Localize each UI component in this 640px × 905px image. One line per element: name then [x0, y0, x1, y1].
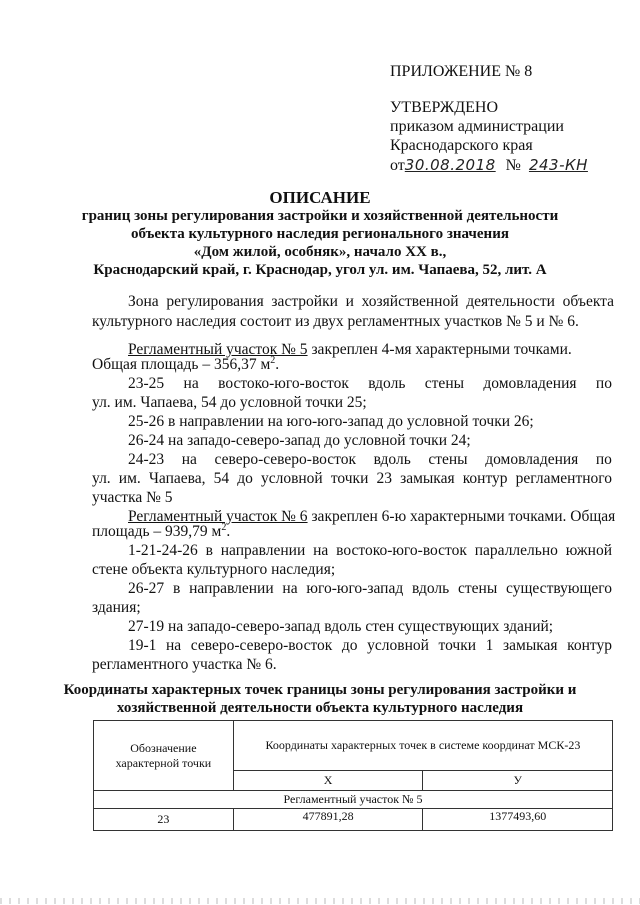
section6-point-4: 19-1 на северо-северо-восток до условной точки 1 замыкая контур: [128, 637, 612, 654]
word: востоко-юго-восток: [218, 375, 349, 392]
order-number: 243-КН: [528, 156, 588, 174]
section5-area: [92, 355, 279, 375]
section6-point-2-cont: здания;: [92, 599, 141, 616]
word: стены: [428, 451, 468, 468]
cell-y: 1377493,60: [423, 809, 613, 831]
section5-area-sup: 2: [270, 354, 276, 366]
word: на: [183, 375, 199, 392]
section6-title: Регламентный участок № 6: [128, 508, 308, 525]
title-line-2: границ зоны регулирования застройки и хозяйственной деятельности: [81, 208, 559, 224]
word: стены: [424, 375, 465, 392]
section5-title: Регламентный участок № 5: [128, 341, 308, 358]
section5-area-text: Общая площадь – 356,37 м: [92, 356, 271, 373]
col-coords-header: Координаты характерных точек в системе координат МСК-23: [233, 721, 612, 771]
scan-edge-artifact: [0, 898, 640, 904]
word: северо-северо-восток: [214, 451, 357, 468]
section5-point-4: [128, 450, 612, 470]
approved-label: УТВЕРЖДЕНО: [390, 99, 499, 116]
word: домовладения: [485, 451, 579, 468]
coords-table: [93, 720, 613, 831]
section5-point-4-cont: ул. им. Чапаева, 54 до условной точки 23 замыкая контур регламентного: [92, 470, 612, 487]
section6-area: [92, 522, 230, 542]
cell-point: 23: [94, 809, 234, 831]
order-date: 30.08.2018: [404, 156, 496, 174]
section5-area-dot: .: [275, 356, 280, 373]
section6-point-3: 27-19 на западо-северо-запад вдоль стен существующих зданий;: [128, 618, 554, 635]
order-line-1: приказом администрации: [390, 118, 564, 135]
section6-heading-rest: закреплен 6-ю характерными точками. Общая: [307, 508, 616, 525]
section5-point-1: [128, 374, 612, 394]
col-x-header: X: [233, 771, 423, 791]
table-row: [94, 809, 613, 831]
section5-point-1-cont: ул. им. Чапаева, 54 до условной точки 25;: [92, 394, 367, 411]
section6-point-1-cont: стене объекта культурного наследия;: [92, 561, 336, 578]
section5-heading-rest: закреплен 4-мя характерными точками.: [307, 341, 572, 358]
word: по: [595, 375, 612, 392]
order-line-2: Краснодарского края: [390, 137, 533, 154]
section6-area-text: площадь – 939,79 м: [92, 523, 222, 540]
section6-area-dot: .: [226, 523, 231, 540]
col-point-header: Обозначение характерной точки: [94, 721, 234, 791]
word: 23-25: [128, 375, 165, 392]
date-prefix: от: [390, 157, 405, 174]
cell-x: 477891,28: [233, 809, 423, 831]
word: по: [595, 451, 612, 468]
coords-title-line-1: Координаты характерных точек границы зоны регулирования застройки и: [63, 682, 577, 698]
word: на: [181, 451, 197, 468]
word: вдоль: [368, 375, 406, 392]
col-y-header: У: [423, 771, 613, 791]
section5-point-3: 26-24 на западо-северо-запад до условной точки 24;: [128, 432, 471, 449]
coords-title-line-2: хозяйственной деятельности объекта культурного наследия: [116, 700, 524, 716]
intro-paragraph: Зона регулирования застройки и хозяйственной деятельности объекта культурного наследия состоит из двух регламентных участков № 5 и № 6.: [92, 293, 614, 330]
section6-area-sup: 2: [221, 521, 227, 533]
appendix-label: ПРИЛОЖЕНИЕ № 8: [390, 63, 533, 80]
order-date-line: [390, 156, 588, 175]
title-line-3: объекта культурного наследия регионального значения: [131, 226, 509, 242]
title-line-5: Краснодарский край, г. Краснодар, угол ул. им. Чапаева, 52, лит. А: [93, 262, 547, 278]
section6-point-4-cont: регламентного участка № 6.: [92, 656, 277, 673]
doc-title: ОПИСАНИЕ: [269, 188, 371, 207]
word: вдоль: [373, 451, 411, 468]
title-line-4: «Дом жилой, особняк», начало ХХ в.,: [193, 244, 447, 260]
section-row: Регламентный участок № 5: [94, 791, 613, 809]
section5-point-2: 25-26 в направлении на юго-юго-запад до условной точки 26;: [128, 413, 534, 430]
word: 24-23: [128, 451, 165, 468]
word: домовладения: [483, 375, 577, 392]
section6-point-2: 26-27 в направлении на юго-юго-запад вдоль стены существующего: [128, 580, 612, 597]
section5-point-4-end: участка № 5: [92, 489, 173, 506]
section6-point-1: 1-21-24-26 в направлении на востоко-юго-восток параллельно южной: [128, 542, 612, 559]
number-prefix: №: [505, 157, 521, 174]
